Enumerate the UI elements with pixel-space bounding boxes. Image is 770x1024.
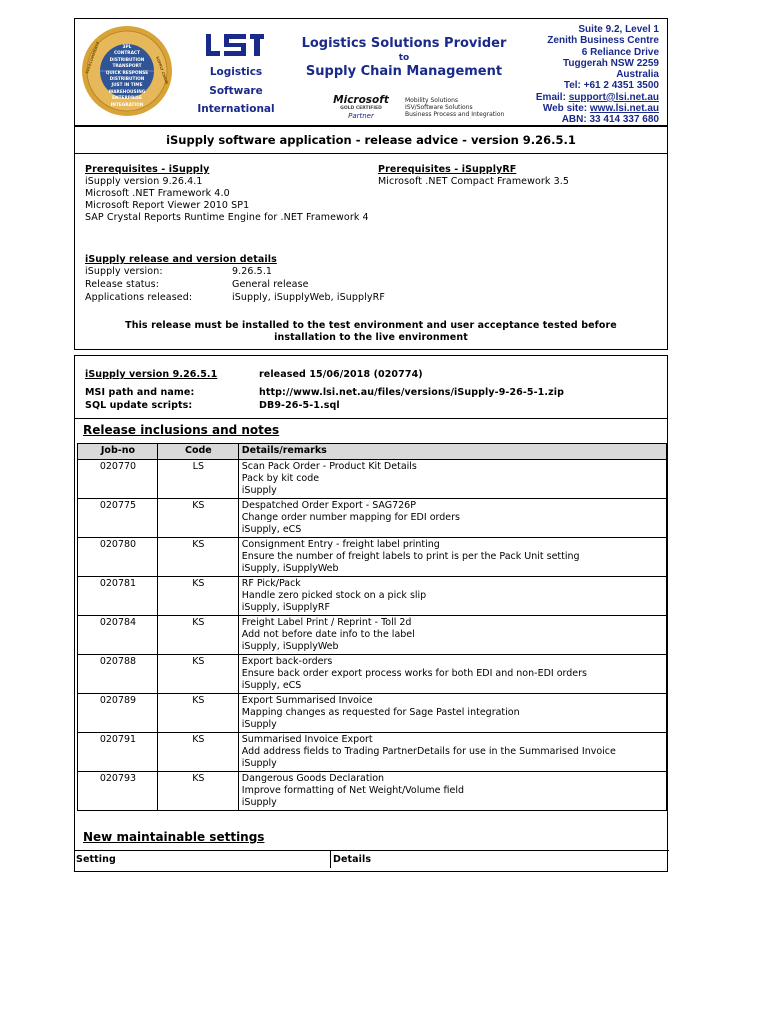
details-line: Ensure the number of freight labels to print is per the Pack Unit setting <box>241 551 580 562</box>
lsi-logo-mark <box>206 33 266 57</box>
job-no-cell: 020784 <box>78 616 158 655</box>
details-line: Dangerous Goods Declaration <box>241 773 385 784</box>
company-address <box>536 24 659 126</box>
code-cell: KS <box>157 577 238 616</box>
sql-script-name: DB9-26-5-1.sql <box>259 400 340 411</box>
ms-brand: Microsoft <box>333 94 389 106</box>
details-line: RF Pick/Pack <box>241 578 301 589</box>
table-row <box>78 694 667 733</box>
abn: ABN: 33 414 337 680 <box>561 114 659 126</box>
details-line: iSupply, iSupplyWeb <box>241 563 339 574</box>
tagline-line1: Logistics Solutions Provider <box>301 36 507 51</box>
job-no-cell: 020789 <box>78 694 158 733</box>
details-cell <box>238 694 666 733</box>
prereq-isupplyrf-title: Prerequisites - iSupplyRF <box>378 164 517 175</box>
code-cell: KS <box>157 733 238 772</box>
prereq-item: SAP Crystal Reports Runtime Engine for .NET Framework 4 <box>85 212 369 223</box>
services-badge <box>81 25 173 117</box>
code-cell: KS <box>157 499 238 538</box>
details-line: Change order number mapping for EDI orders <box>241 512 460 523</box>
company-name <box>196 63 276 119</box>
details-line: Pack by kit code <box>241 473 320 484</box>
table-row <box>78 460 667 499</box>
version-label: iSupply version 9.26.5.1 <box>85 369 218 380</box>
detail-value: General release <box>232 279 309 290</box>
details-line: Summarised Invoice Export <box>241 734 373 745</box>
code-cell: KS <box>157 616 238 655</box>
website-line <box>536 103 659 114</box>
ms-certified: GOLD CERTIFIED <box>340 106 382 111</box>
company-line-international: International <box>197 103 275 115</box>
prereq-item: Microsoft Report Viewer 2010 SP1 <box>85 200 250 211</box>
table-row <box>78 655 667 694</box>
details-line: Mapping changes as requested for Sage Pastel integration <box>241 707 520 718</box>
col-job-no: Job-no <box>78 444 158 460</box>
col-code: Code <box>157 444 238 460</box>
table-row <box>78 616 667 655</box>
badge-right-arc: SUPPLY CHAIN <box>155 55 169 85</box>
release-details-title: iSupply release and version details <box>85 254 277 265</box>
detail-row <box>85 266 645 279</box>
details-line: Add not before date info to the label <box>241 629 415 640</box>
ms-partner-logo <box>330 95 392 121</box>
prereq-isupply-title: Prerequisites - iSupply <box>85 164 210 175</box>
details-cell <box>238 577 666 616</box>
table-row <box>78 538 667 577</box>
website-label: Web site: <box>542 103 590 115</box>
job-no-cell: 020770 <box>78 460 158 499</box>
col-details: Details/remarks <box>238 444 666 460</box>
test-environment-notice <box>75 320 667 344</box>
code-cell: LS <box>157 460 238 499</box>
details-cell <box>238 616 666 655</box>
release-title: iSupply software application - release advice - version 9.26.5.1 <box>166 133 576 147</box>
details-line: iSupply <box>241 797 277 808</box>
address-line: Tuggerah NSW 2259 <box>563 57 659 69</box>
job-no-cell: 020780 <box>78 538 158 577</box>
details-line: iSupply <box>241 758 277 769</box>
details-cell <box>238 772 666 811</box>
job-no-cell: 020775 <box>78 499 158 538</box>
competency: Business Process and Integration <box>405 111 505 118</box>
email-label: Email: <box>535 91 569 103</box>
letterhead <box>74 18 668 126</box>
version-info <box>85 369 217 412</box>
details-line: Improve formatting of Net Weight/Volume field <box>241 785 465 796</box>
details-cell <box>238 499 666 538</box>
address-line: Zenith Business Centre <box>547 35 659 47</box>
address-line: 6 Reliance Drive <box>581 46 659 58</box>
detail-value: 9.26.5.1 <box>232 266 273 277</box>
table-row <box>78 772 667 811</box>
details-line: Export back-orders <box>241 656 333 667</box>
badge-left-arc: EDI/ECOMMERCE <box>85 41 101 75</box>
version-inclusions-section <box>74 355 668 872</box>
lsi-logo <box>206 33 266 61</box>
settings-table-header <box>75 850 669 869</box>
details-cell <box>238 538 666 577</box>
msi-label: MSI path and name: <box>85 387 195 398</box>
inclusions-title: Release inclusions and notes <box>83 423 280 437</box>
prereq-item: iSupply version 9.26.4.1 <box>85 176 203 187</box>
details-line: iSupply, eCS <box>241 524 302 535</box>
col-setting: Setting <box>76 854 116 865</box>
settings-title: New maintainable settings <box>83 830 265 844</box>
competency: Mobility Solutions <box>405 97 459 104</box>
company-line-software: Software <box>209 84 263 97</box>
address-line: Australia <box>616 69 659 81</box>
details-line: Add address fields to Trading PartnerDetails for use in the Summarised Invoice <box>241 746 616 757</box>
msi-path-link[interactable]: http://www.lsi.net.au/files/versions/iSupply-9-26-5-1.zip <box>259 387 564 398</box>
details-cell <box>238 733 666 772</box>
table-header-row <box>78 444 667 460</box>
detail-label: Release status: <box>85 279 160 290</box>
badge-items: 3PL CONTRACT DISTRIBUTION TRANSPORT QUICK RESPONSE DISTRIBUTION JUST IN TIME WAREHOUSING ENTERPRISE INTEGRATION <box>105 45 149 108</box>
details-line: Despatched Order Export - SAG726P <box>241 500 416 511</box>
code-cell: KS <box>157 772 238 811</box>
details-line: iSupply, iSupplyRF <box>241 602 330 613</box>
column-divider <box>330 851 331 868</box>
job-no-cell: 020788 <box>78 655 158 694</box>
section-divider <box>75 418 667 419</box>
details-line: Handle zero picked stock on a pick slip <box>241 590 427 601</box>
details-line: iSupply, eCS <box>241 680 302 691</box>
details-line: Freight Label Print / Reprint - Toll 2d <box>241 617 412 628</box>
detail-value: iSupply, iSupplyWeb, iSupplyRF <box>232 292 385 303</box>
details-cell <box>238 655 666 694</box>
details-line: Consignment Entry - freight label printing <box>241 539 440 550</box>
prereq-isupplyrf <box>378 164 569 188</box>
table-row <box>78 733 667 772</box>
prereq-item: Microsoft .NET Framework 4.0 <box>85 188 230 199</box>
details-line: Ensure back order export process works for both EDI and non-EDI orders <box>241 668 587 679</box>
title-divider <box>75 153 667 154</box>
telephone: Tel: +61 2 4351 3500 <box>563 80 659 92</box>
inclusions-table <box>77 443 667 811</box>
details-line: iSupply, iSupplyWeb <box>241 641 339 652</box>
ms-partner: Partner <box>348 112 374 120</box>
table-row <box>78 577 667 616</box>
detail-row <box>85 279 645 292</box>
notice-line: This release must be installed to the test environment and user acceptance tested before <box>125 320 617 331</box>
prereq-isupply <box>85 164 369 224</box>
job-no-cell: 020781 <box>78 577 158 616</box>
tagline-to: to <box>398 53 410 63</box>
tagline <box>299 36 509 80</box>
detail-label: iSupply version: <box>85 266 163 277</box>
details-line: iSupply <box>241 485 277 496</box>
company-line-logistics: Logistics <box>209 66 263 78</box>
job-no-cell: 020791 <box>78 733 158 772</box>
details-cell <box>238 460 666 499</box>
tagline-line2: Supply Chain Management <box>305 64 503 79</box>
code-cell: KS <box>157 655 238 694</box>
detail-row <box>85 292 645 305</box>
col-settings-details: Details <box>333 854 372 865</box>
release-advice-section <box>74 126 668 350</box>
address-line: Suite 9.2, Level 1 <box>578 24 659 35</box>
details-line: iSupply <box>241 719 277 730</box>
code-cell: KS <box>157 694 238 733</box>
code-cell: KS <box>157 538 238 577</box>
release-details <box>85 254 645 305</box>
email-line <box>536 92 659 103</box>
competency: ISV/Software Solutions <box>405 104 473 111</box>
email-link[interactable]: support@lsi.net.au <box>568 91 659 103</box>
released-date: released 15/06/2018 (020774) <box>259 369 423 380</box>
website-link[interactable]: www.lsi.net.au <box>589 103 659 115</box>
detail-label: Applications released: <box>85 292 193 303</box>
job-no-cell: 020793 <box>78 772 158 811</box>
version-values <box>259 369 564 412</box>
prereq-item: Microsoft .NET Compact Framework 3.5 <box>378 176 570 187</box>
table-row <box>78 499 667 538</box>
details-line: Scan Pack Order - Product Kit Details <box>241 461 417 472</box>
details-line: Export Summarised Invoice <box>241 695 373 706</box>
sql-label: SQL update scripts: <box>85 400 193 411</box>
ms-competencies <box>405 97 504 118</box>
notice-line: installation to the live environment <box>274 332 468 343</box>
